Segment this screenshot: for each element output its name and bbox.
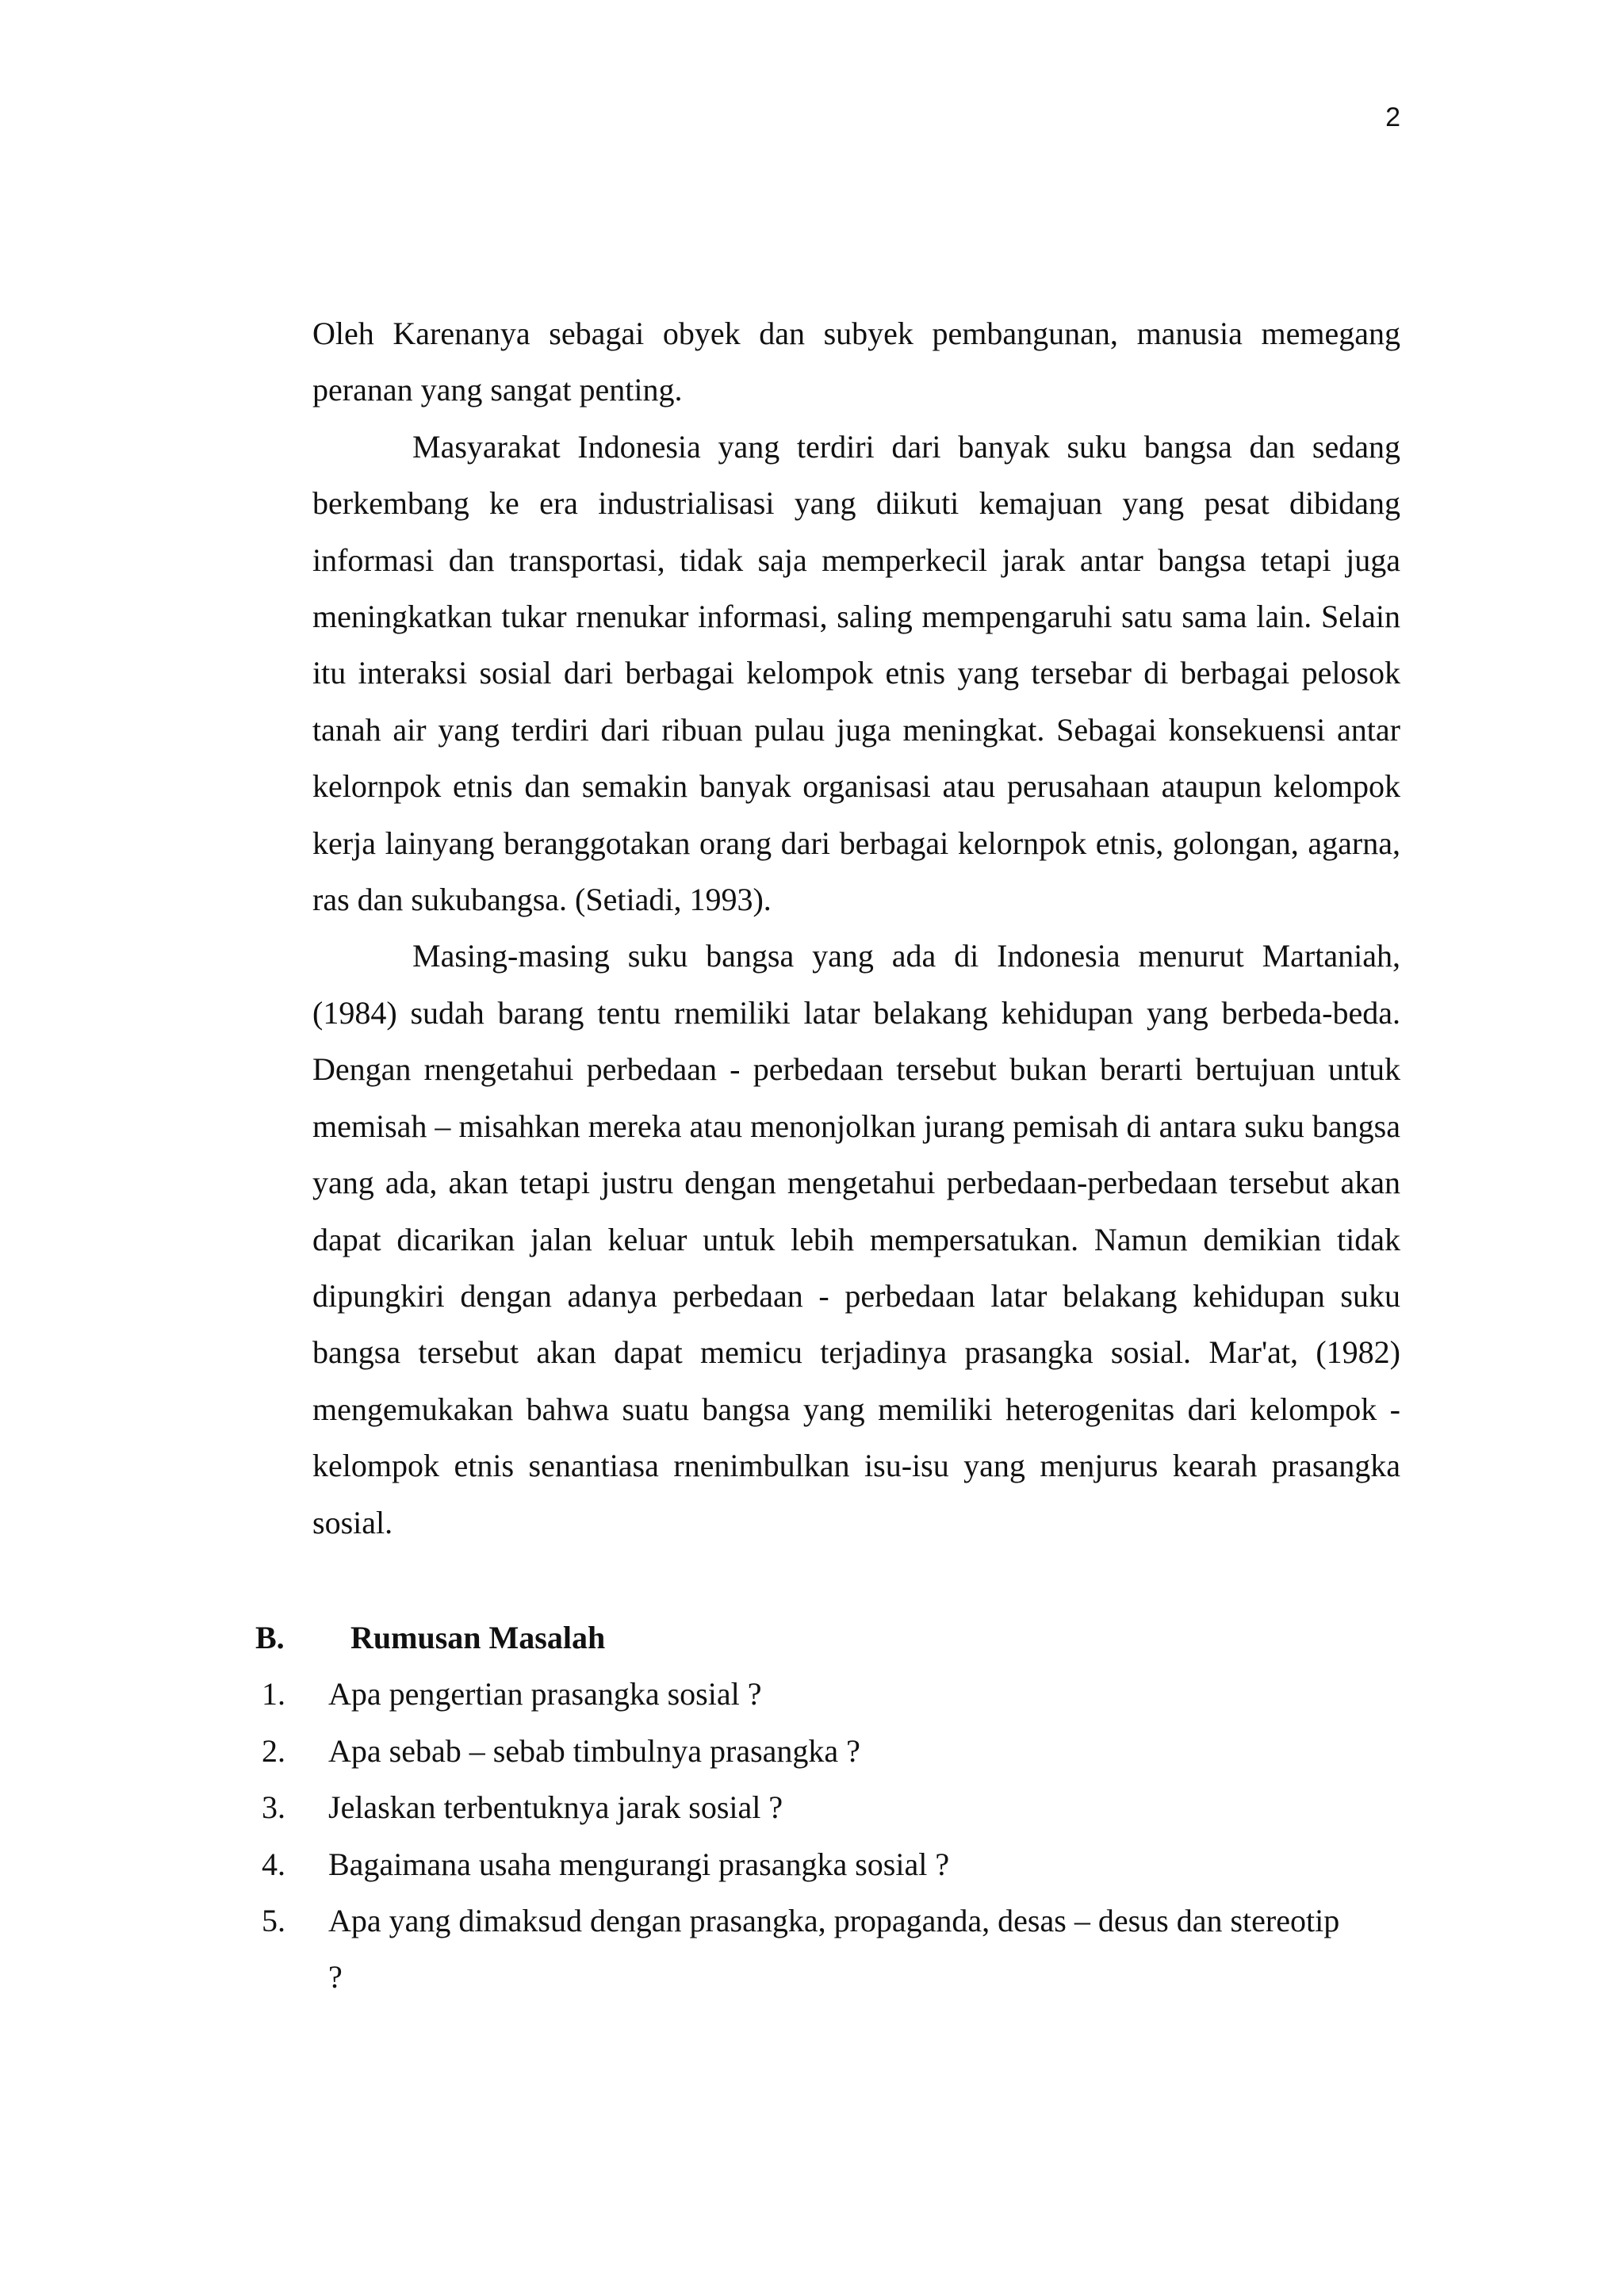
list-item-continuation: [255, 1949, 1400, 2005]
list-item: [255, 1836, 1400, 1892]
list-item-text: Apa pengertian prasangka sosial ?: [328, 1676, 762, 1712]
list-item-number-spacer: [255, 1949, 328, 2005]
list-item: [255, 1892, 1400, 1949]
list-item-number: 2.: [262, 1732, 285, 1769]
list-item: [255, 1723, 1400, 1779]
paragraph-masyarakat: Masyarakat Indonesia yang terdiri dari banyak suku bangsa dan sedang berkembang ke era industrialisasi yang diikuti kemajuan yang pesat dibidang informasi dan transportasi, tidak saja memperkecil jarak antar bangsa tetapi juga meningkatkan tukar rnenukar informasi, saling mempengaruhi satu sama lain. Selain itu interaksi sosial dari berbagai kelompok etnis yang tersebar di berbagai pelosok tanah air yang terdiri dari ribuan pulau juga meningkat. Sebagai konsekuensi antar kelornpok etnis dan semakin banyak organisasi atau perusahaan ataupun kelompok kerja lainyang beranggotakan orang dari berbagai kelornpok etnis, golongan, agarna, ras dan sukubangsa. (Setiadi, 1993).: [312, 428, 1400, 918]
section-title: Rumusan Masalah: [350, 1620, 606, 1655]
body-text: [312, 305, 1400, 1551]
list-item-number: 1.: [262, 1676, 285, 1712]
list-item: [255, 1666, 1400, 1722]
list-item: [255, 1779, 1400, 1835]
section-rumusan-masalah: [255, 1609, 1400, 2006]
paragraph-masing-masing: Masing-masing suku bangsa yang ada di Indonesia menurut Martaniah, (1984) sudah barang tentu rnemiliki latar belakang kehidupan yang berbeda-beda. Dengan rnengetahui perbedaan - perbedaan tersebut bukan berarti bertujuan untuk memisah – misahkan mereka atau menonjolkan jurang pemisah di antara suku bangsa yang ada, akan tetapi justru dengan mengetahui perbedaan-perbedaan tersebut akan dapat dicarikan jalan keluar untuk lebih mempersatukan. Namun demikian tidak dipungkiri dengan adanya perbedaan - perbedaan latar belakang kehidupan suku bangsa tersebut akan dapat memicu terjadinya prasangka sosial. Mar'at, (1982) mengemukakan bahwa suatu bangsa yang memiliki heterogenitas dari kelompok - kelompok etnis senantiasa rnenimbulkan isu-isu yang menjurus kearah prasangka sosial.: [312, 938, 1400, 1540]
list-item-text: Apa sebab – sebab timbulnya prasangka ?: [328, 1732, 860, 1769]
list-item-text: Bagaimana usaha mengurangi prasangka sosial ?: [328, 1846, 950, 1882]
list-item-number: 3.: [262, 1789, 285, 1826]
question-list: [255, 1666, 1400, 2005]
section-heading: [255, 1609, 1400, 1666]
paragraph-continuation: Oleh Karenanya sebagai obyek dan subyek pembangunan, manusia memegang peranan yang sangat penting.: [312, 316, 1400, 408]
page-number: 2: [1385, 102, 1400, 132]
list-item-text: Apa yang dimaksud dengan prasangka, propaganda, desas – desus dan stereotip: [328, 1903, 1340, 1939]
section-letter: B.: [255, 1620, 285, 1655]
list-item-number: 5.: [262, 1903, 285, 1939]
list-item-text: Jelaskan terbentuknya jarak sosial ?: [328, 1789, 783, 1826]
list-item-number: 4.: [262, 1846, 285, 1882]
list-item-continuation-text: ?: [328, 1959, 343, 1996]
